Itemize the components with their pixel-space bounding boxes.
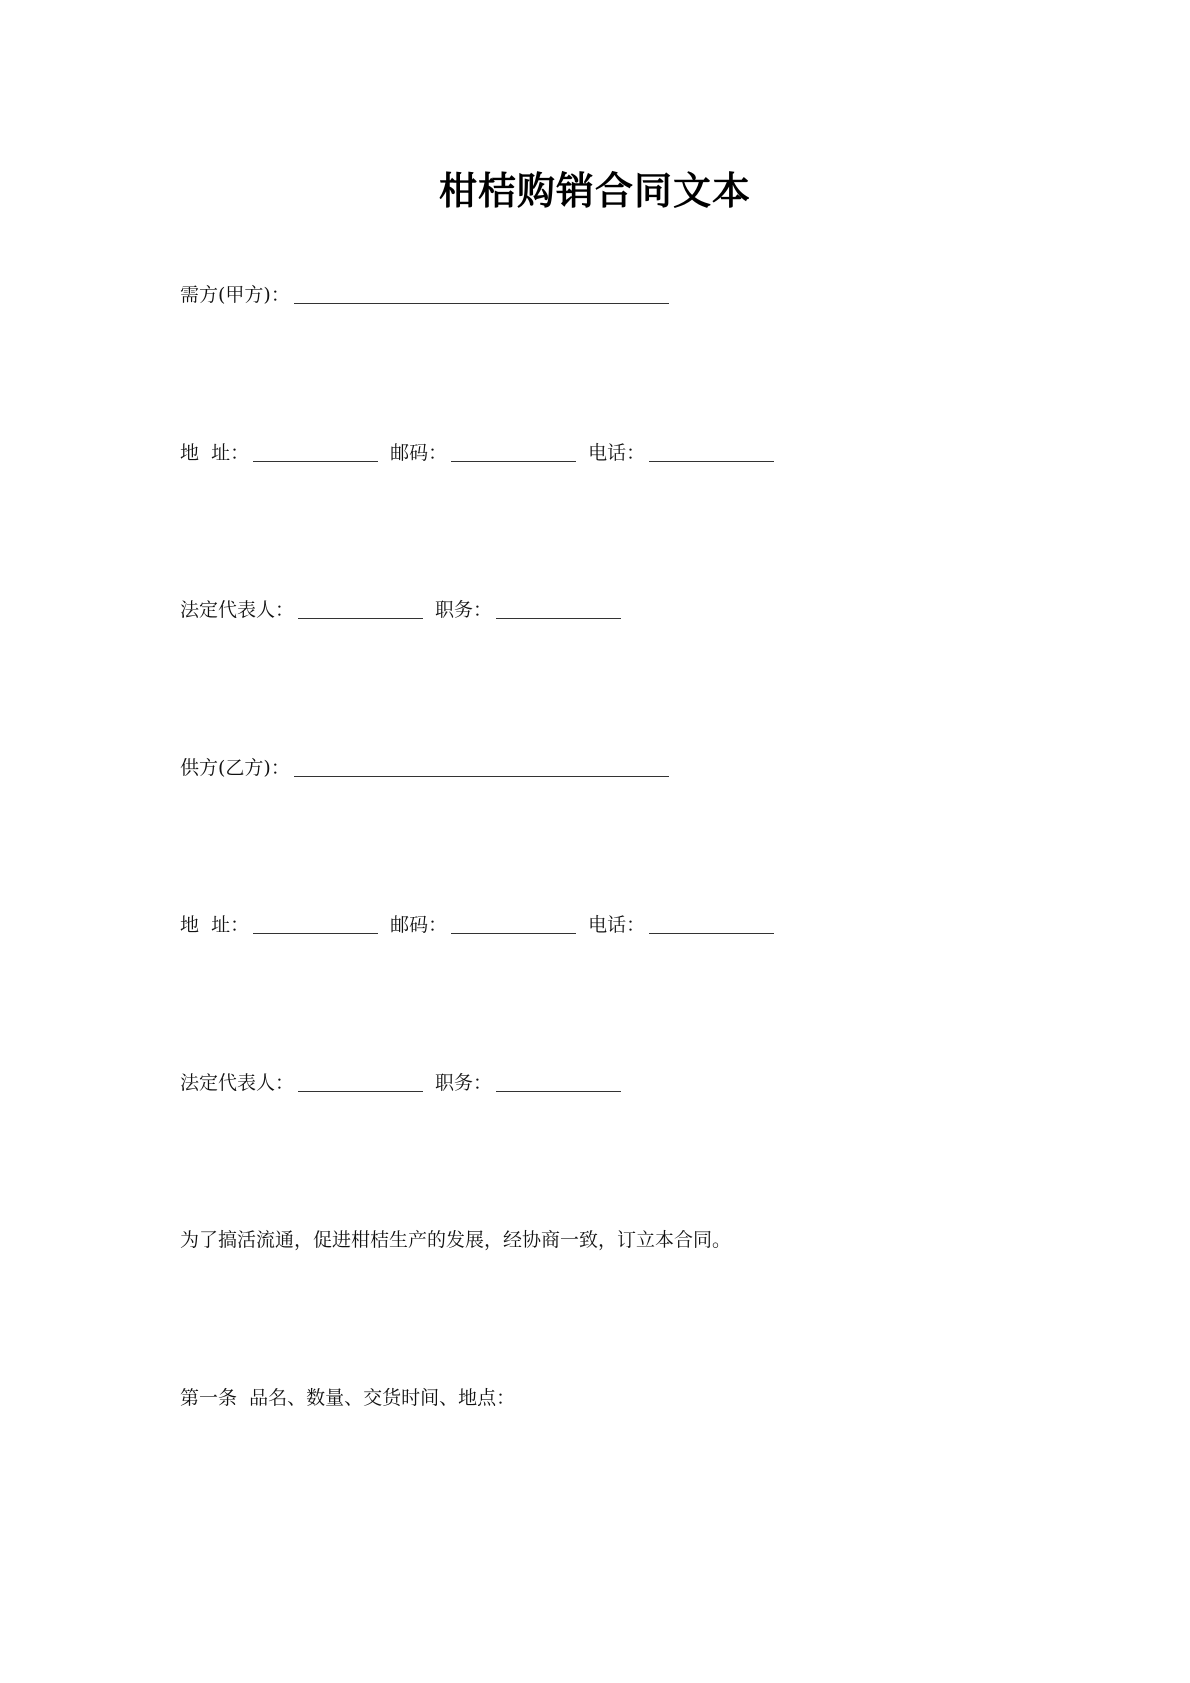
seller-postcode-label: 邮码： [390,914,448,936]
document-title: 柑桔购销合同文本 [438,169,751,213]
buyer-postcode-field[interactable] [451,443,576,462]
buyer-phone-field[interactable] [649,443,774,462]
preamble-paragraph: 为了搞活流通，促进柑桔生产的发展，经协商一致，订立本合同。 [180,1229,732,1251]
buyer-postcode-label: 邮码： [390,442,448,464]
seller-address-field[interactable] [253,915,378,934]
buyer-position-field[interactable] [496,600,621,619]
seller-party-line [180,756,681,780]
seller-party-label: 供方(乙方)： [180,757,290,779]
seller-rep-field[interactable] [298,1073,423,1092]
buyer-address-label: 地 址： [180,442,250,464]
seller-phone-label: 电话： [588,914,646,936]
buyer-phone-label: 电话： [588,442,646,464]
seller-address-label: 地 址： [180,914,250,936]
seller-position-label: 职务： [435,1072,493,1094]
buyer-address-field[interactable] [253,443,378,462]
article-1-heading: 第一条 品名、数量、交货时间、地点： [180,1387,516,1409]
buyer-position-label: 职务： [435,599,493,621]
buyer-party-label: 需方(甲方)： [180,284,290,306]
seller-rep-label: 法定代表人： [180,1072,295,1094]
seller-contact-line [180,913,786,937]
buyer-rep-field[interactable] [298,600,423,619]
buyer-contact-line [180,441,786,465]
buyer-rep-line [180,598,633,622]
seller-phone-field[interactable] [649,915,774,934]
buyer-rep-label: 法定代表人： [180,599,295,621]
buyer-party-line [180,283,681,307]
seller-postcode-field[interactable] [451,915,576,934]
buyer-party-field[interactable] [294,285,669,304]
seller-rep-line [180,1071,633,1095]
seller-position-field[interactable] [496,1073,621,1092]
seller-party-field[interactable] [294,758,669,777]
